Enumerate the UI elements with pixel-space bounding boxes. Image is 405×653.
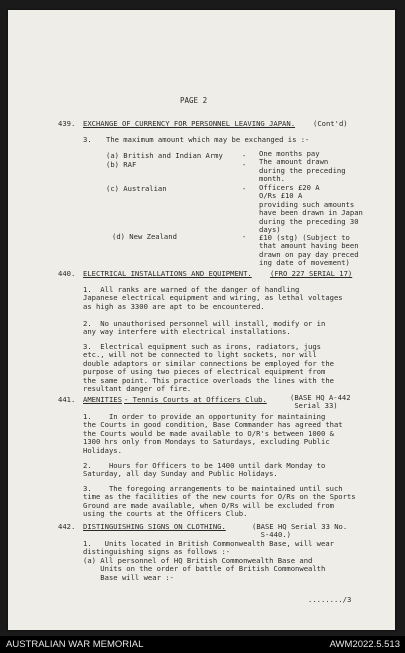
document-page — [8, 10, 395, 630]
archive-reference: AWM2022.5.513 — [329, 639, 400, 650]
para-442-number: 442. — [58, 522, 76, 531]
archive-name: AUSTRALIAN WAR MEMORIAL — [6, 639, 144, 650]
para-440-title: ELECTRICAL INSTALLATIONS AND EQUIPMENT. — [83, 269, 252, 278]
para-440-reference: (FRO 227 SERIAL 17) — [270, 269, 353, 278]
para-442-item-1: 1. Units located in British Commonwealth Base, will wear distinguishing signs as follows :- — [83, 539, 334, 557]
row-c-value: Officers £20 A O/Rs £10 A providing such amounts have been drawn in Japan during the preceding 30 days) — [259, 183, 363, 235]
para-441-number: 441. — [58, 395, 76, 404]
para-441-item-3: 3. The foregoing arrangements to be maintained until such time as the facilities of the new courts for O/Rs on the Sports Ground are made available, when O/Rs will be excluded from using the courts at the Officers Club. — [83, 484, 356, 519]
page-heading: PAGE 2 — [180, 96, 208, 105]
row-a-dash: - — [242, 151, 247, 160]
row-c-label: (c) Australian — [106, 184, 167, 193]
para-442-item-1a: (a) All personnel of HQ British Commonwealth Base and Units on the order of battle of British Commonwealth Base will wear :- — [83, 556, 326, 582]
para-441-subtitle: - Tennis Courts at Officers Club. — [124, 395, 267, 404]
archive-footer-bar — [0, 636, 405, 653]
para-441-reference: (BASE HQ A-442 Serial 33) — [290, 393, 351, 411]
row-a-value: One months pay The amount drawn during the preceding month. — [259, 149, 346, 184]
para-441-title: AMENITIES — [83, 395, 122, 404]
para-439-item-text: The maximum amount which may be exchanged is :- — [106, 135, 310, 144]
row-b-label: (b) RAF — [106, 160, 137, 169]
row-a-label: (a) British and Indian Army — [106, 151, 223, 160]
para-440-number: 440. — [58, 269, 76, 278]
row-d-dash: - — [242, 232, 247, 241]
para-442-reference: (BASE HQ Serial 33 No. S-440.) — [252, 522, 348, 540]
para-439-item-number: 3. — [83, 135, 92, 144]
continuation-mark: ......../3 — [308, 595, 352, 604]
para-439-contd: (Cont'd) — [313, 119, 348, 128]
para-440-item-1: 1. All ranks are warned of the danger of handling Japanese electrical equipment and wiring, as lethal voltages as high as 3300 are apt to be encountered. — [83, 285, 343, 311]
para-439-title: EXCHANGE OF CURRENCY FOR PERSONNEL LEAVING JAPAN. — [83, 119, 296, 128]
para-441-item-2: 2. Hours for Officers to be 1400 until dark Monday to Saturday, all day Sunday and Public Holidays. — [83, 461, 326, 479]
row-d-label: (d) New Zealand — [112, 232, 177, 241]
row-d-value: £10 (stg) (Subject to that amount having been drawn on pay day preced ing date of movement) — [259, 233, 359, 268]
para-441-item-1: 1. In order to provide an opportunity for maintaining the Courts in good condition, Base Commander has agreed that the Courts would be made available to O/R's between 1000 & 1300 hrs only from Mondays to Saturdays, excluding Public Holidays. — [83, 412, 343, 455]
row-b-dash: - — [242, 160, 247, 169]
para-440-item-2: 2. No unauthorised personnel will install, modify or in any way interfere with electrical installations. — [83, 319, 326, 337]
row-c-dash: - — [242, 184, 247, 193]
para-440-item-3: 3. Electrical equipment such as irons, radiators, jugs etc., will not be connected to light sockets, nor will double adaptors or similar connections be employed for the purpose of using two pieces of electrical equipment from the same point. This practice overloads the lines with the resultant danger of fire. — [83, 342, 334, 394]
para-439-number: 439. — [58, 119, 76, 128]
para-442-title: DISTINGUISHING SIGNS ON CLOTHING. — [83, 522, 226, 531]
